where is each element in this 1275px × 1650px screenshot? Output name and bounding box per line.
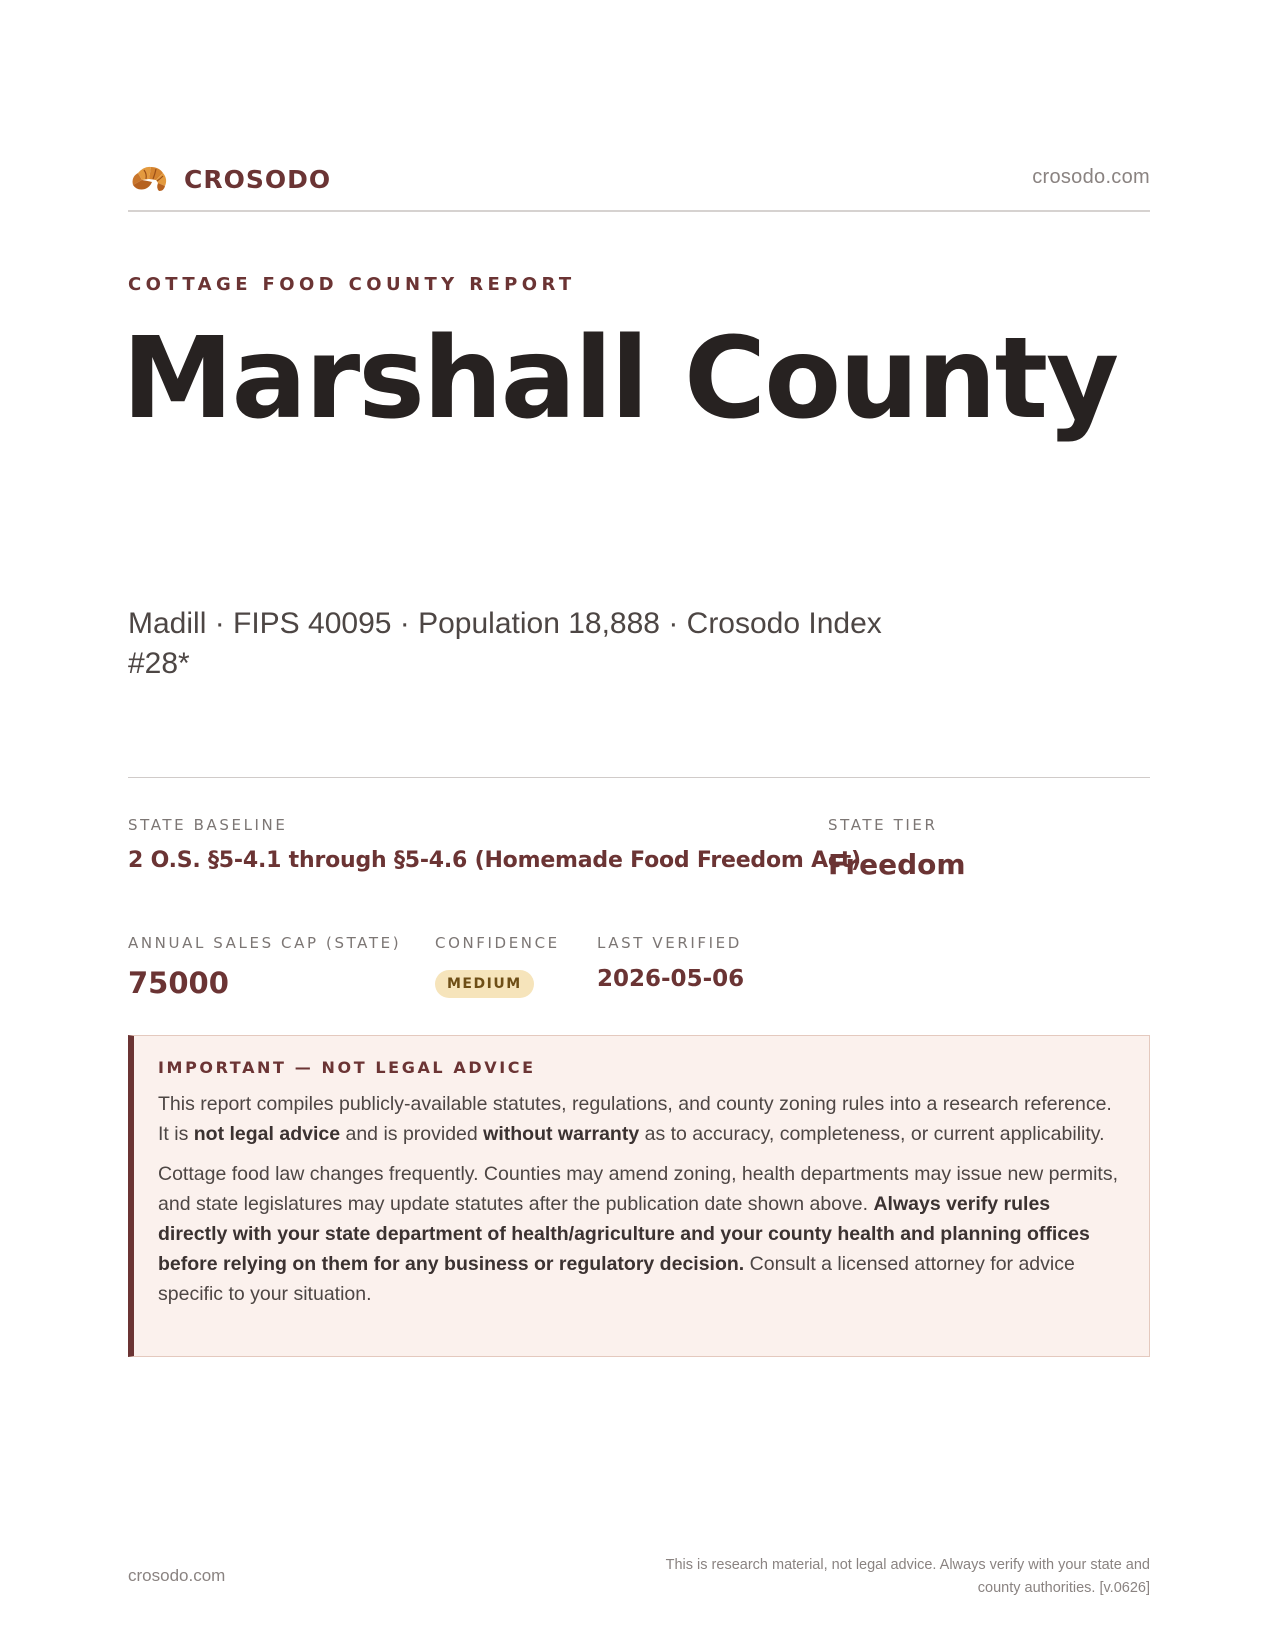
report-page: [122, 0, 1150, 1650]
notice-text: as to accuracy, completeness, or current applicability.: [639, 1123, 1105, 1145]
county-subtitle: Madill · FIPS 40095 · Population 18,888 · Crosodo Index #28*: [128, 607, 882, 680]
notice-title: IMPORTANT — NOT LEGAL ADVICE: [158, 1058, 536, 1077]
notice-text: This report compiles publicly-available statutes, regulations, and county zoning rules into a research reference. It is: [158, 1093, 1112, 1145]
report-eyebrow: COTTAGE FOOD COUNTY REPORT: [128, 274, 576, 295]
confidence-badge: MEDIUM: [435, 970, 534, 998]
sales-cap-value: 75000: [128, 966, 229, 1000]
notice-text: Cottage food law changes frequently. Counties may amend zoning, health departments may issue new permits, and state legislatures may update statutes after the publication date shown above.: [158, 1163, 1118, 1215]
header-divider: [128, 210, 1150, 212]
last-verified-field: [597, 934, 744, 992]
notice-paragraph-2: [158, 1159, 1123, 1309]
notice-emphasis: Always verify rules directly with your state department of health/agriculture and your county health and planning offices before relying on them for any business or regulatory decision.: [158, 1193, 1090, 1275]
state-baseline-field: [128, 816, 861, 873]
state-baseline-label: STATE BASELINE: [128, 816, 288, 834]
site-link[interactable]: crosodo.com: [1032, 166, 1150, 188]
notice-text: Consult a licensed attorney for advice specific to your situation.: [158, 1253, 1075, 1305]
confidence-field: [435, 934, 560, 998]
last-verified-value: 2026-05-06: [597, 966, 745, 992]
sales-cap-label: ANNUAL SALES CAP (STATE): [128, 934, 402, 952]
notice-emphasis: without warranty: [483, 1123, 640, 1145]
section-divider: [128, 777, 1150, 778]
notice-paragraph-1: [158, 1089, 1123, 1149]
last-verified-label: LAST VERIFIED: [597, 934, 742, 952]
state-tier-label: STATE TIER: [828, 816, 938, 834]
footer-site-link[interactable]: crosodo.com: [128, 1566, 226, 1585]
state-baseline-value: 2 O.S. §5-4.1 through §5-4.6 (Homemade Food Freedom Act): [128, 848, 861, 873]
page-title: Marshall County: [122, 314, 1118, 444]
state-tier-value: Freedom: [828, 848, 966, 881]
notice-text: and is provided: [340, 1123, 484, 1145]
sales-cap-field: [128, 934, 401, 1000]
legal-notice: [128, 1035, 1150, 1357]
notice-emphasis: not legal advice: [193, 1123, 341, 1145]
brand-name: CROSODO: [184, 164, 332, 194]
brand: [128, 158, 331, 200]
croissant-icon: [128, 158, 170, 200]
state-tier-field: [828, 816, 966, 881]
confidence-label: CONFIDENCE: [435, 934, 560, 952]
page-header: [128, 158, 1150, 206]
footer-disclaimer: This is research material, not legal advice. Always verify with your state and county authorities. [v.0626]: [665, 1557, 1150, 1596]
